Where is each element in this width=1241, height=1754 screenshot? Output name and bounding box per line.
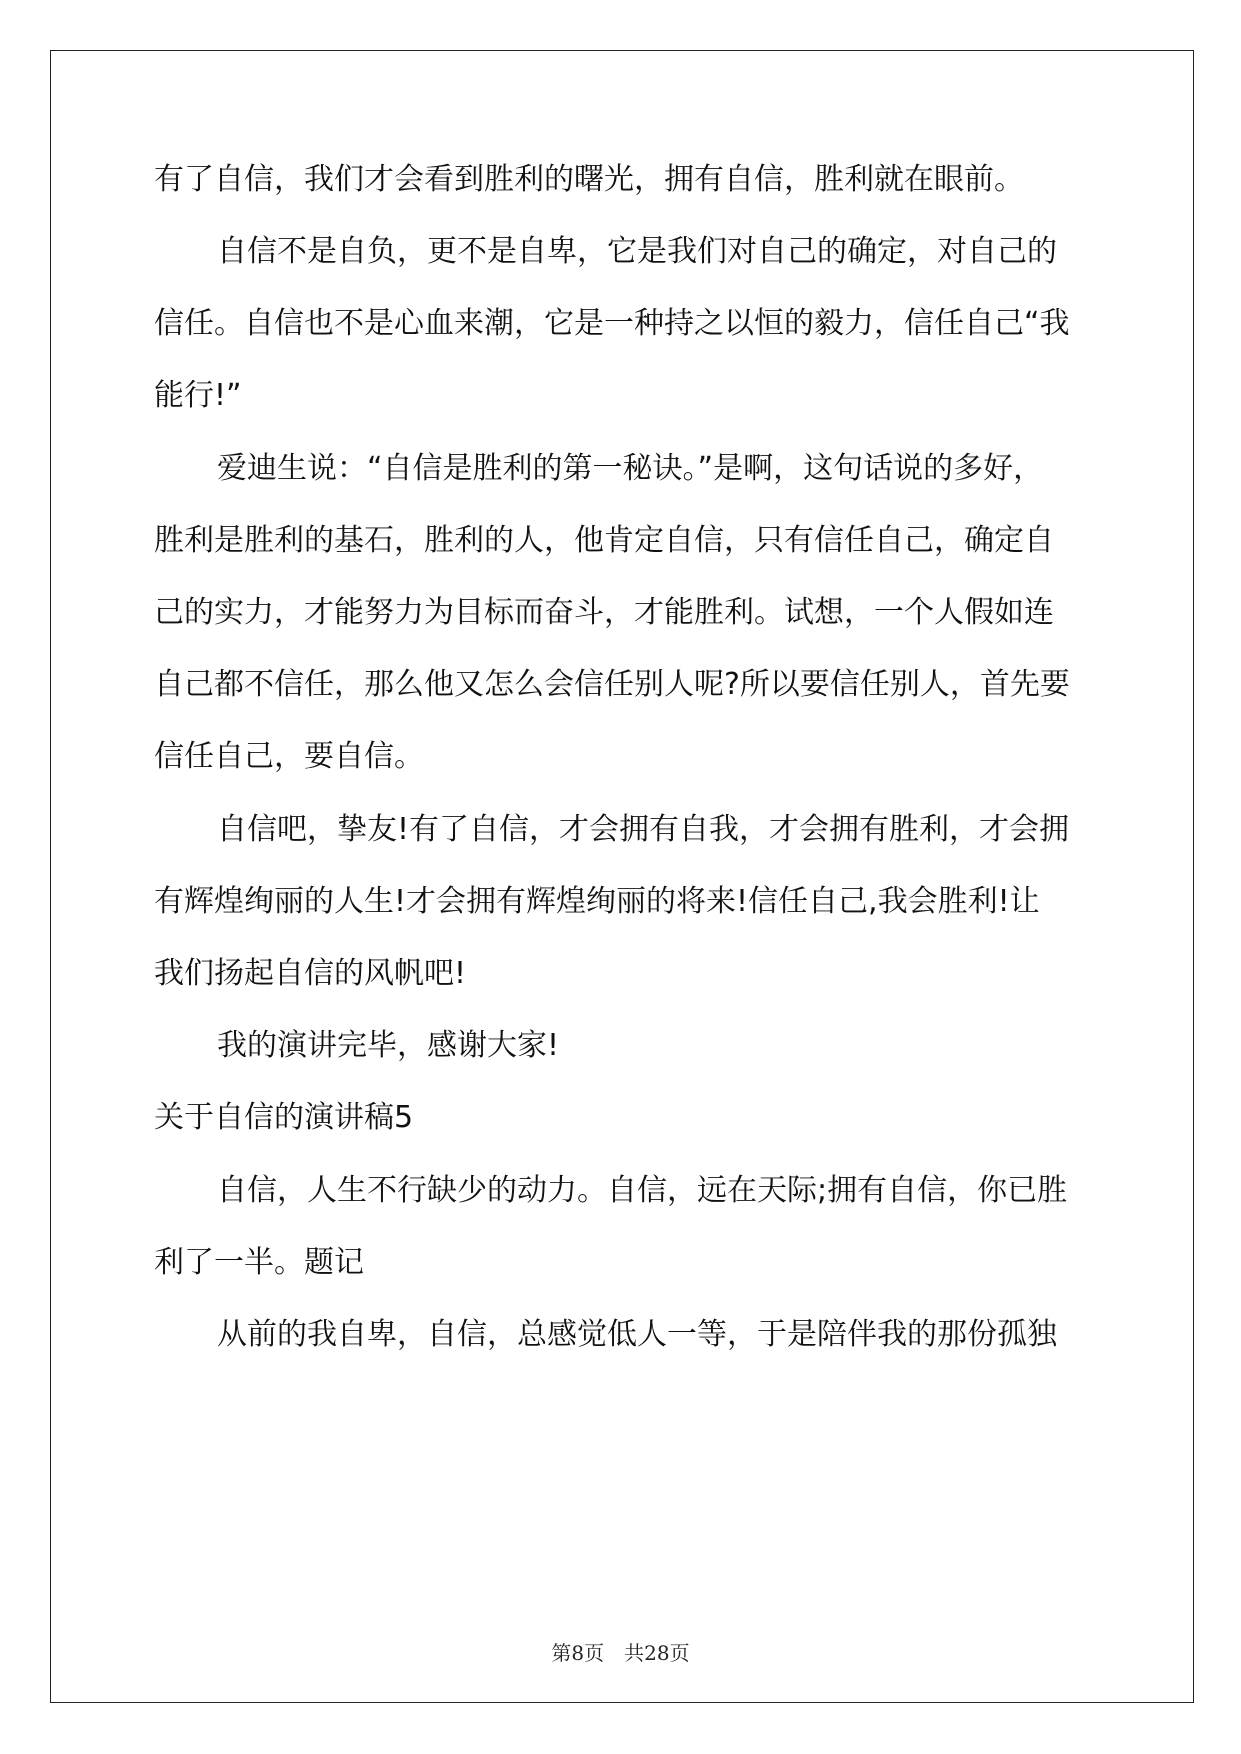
page-border <box>50 50 1194 1703</box>
text-line: 能行!” <box>154 378 242 413</box>
page-number-footer: 第8页 共28页 <box>551 1641 690 1665</box>
text-line: 信任。自信也不是心血来潮，它是一种持之以恒的毅力，信任自己“我 <box>154 306 1070 341</box>
paragraph-start-line: 自信，人生不行缺少的动力。自信，远在天际;拥有自信，你已胜 <box>217 1173 1068 1208</box>
text-line: 有辉煌绚丽的人生!才会拥有辉煌绚丽的将来!信任自己,我会胜利!让 <box>154 884 1040 919</box>
text-line: 我们扬起自信的风帆吧! <box>154 956 467 991</box>
text-line: 利了一半。题记 <box>154 1245 364 1280</box>
paragraph-start-line: 我的演讲完毕，感谢大家! <box>217 1028 560 1063</box>
paragraph-start-line: 从前的我自卑，自信，总感觉低人一等，于是陪伴我的那份孤独 <box>217 1317 1057 1352</box>
text-line: 有了自信，我们才会看到胜利的曙光，拥有自信，胜利就在眼前。 <box>154 162 1024 197</box>
text-line: 己的实力，才能努力为目标而奋斗，才能胜利。试想，一个人假如连 <box>154 595 1054 630</box>
paragraph-start-line: 自信吧，挚友!有了自信，才会拥有自我，才会拥有胜利，才会拥 <box>217 812 1070 847</box>
text-line: 自己都不信任，那么他又怎么会信任别人呢?所以要信任别人，首先要 <box>154 667 1070 702</box>
paragraph-start-line: 爱迪生说：“自信是胜利的第一秘诀。”是啊，这句话说的多好， <box>217 451 1044 486</box>
text-line: 信任自己，要自信。 <box>154 739 424 774</box>
paragraph-start-line: 自信不是自负，更不是自卑，它是我们对自己的确定，对自己的 <box>217 234 1057 269</box>
section-heading: 关于自信的演讲稿5 <box>154 1100 414 1135</box>
text-line: 胜利是胜利的基石，胜利的人，他肯定自信，只有信任自己，确定自 <box>154 523 1054 558</box>
